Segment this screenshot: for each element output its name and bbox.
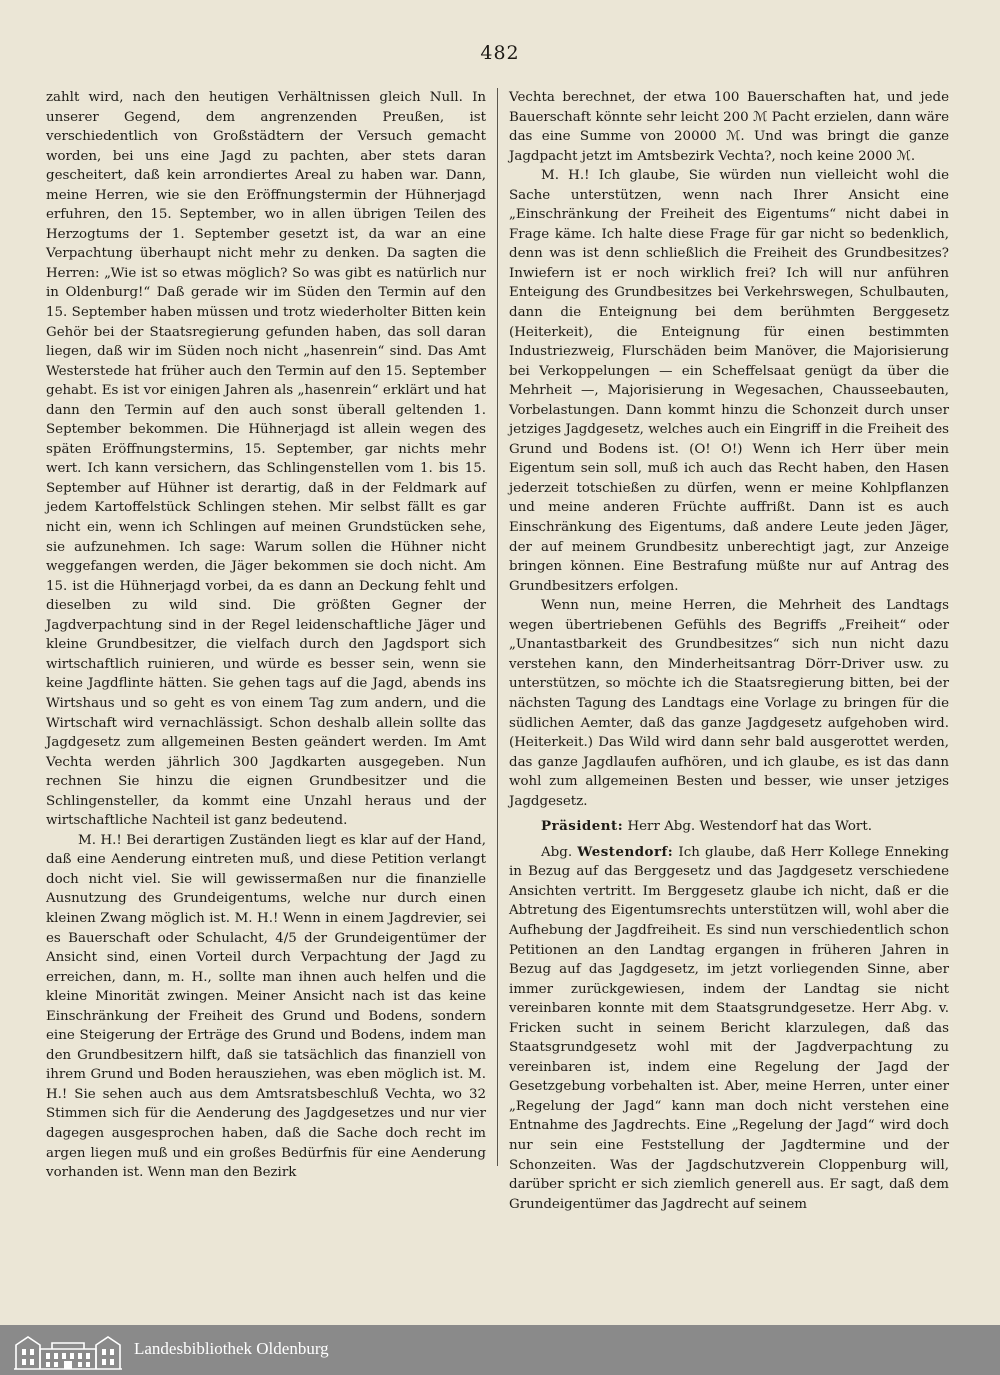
column-divider: [497, 88, 498, 1166]
speaker-name: Westendorf:: [577, 843, 674, 860]
right-column: [509, 88, 949, 1212]
speaker-prefix: Abg.: [541, 844, 573, 860]
speaker-name: Präsident:: [541, 818, 624, 835]
library-building-icon: [12, 1331, 124, 1371]
paragraph: Vechta berechnet, der etwa 100 Bauerschaften hat, und jede Bauerschaft könnte sehr leicht 200 ℳ Pacht erzielen, dann wäre das eine Summe von 20000 ℳ. Und was bringt die ganze Jagdpacht jetzt im Amtsbezirk Vechta?, noch keine 2000 ℳ.: [509, 90, 949, 164]
paragraph: M. H.! Ich glaube, Sie würden nun vielleicht wohl die Sache unterstützen, wenn nach Ihrer Ansicht eine „Einschränkung der Freiheit des Eigentums“ nicht dabei in Frage käme. Ich halte diese Frage für gar nicht so bedenklich, denn was ist denn schließlich die Freiheit des Grundbesitzes? Inwiefern ist er noch wirklich frei? Ich will nur anführen Enteigung des Grundbesitzes bei Verkehrswegen, Schulbauten, dann die Enteignung bei dem berühmten Berggesetz (Heiterkeit), die Enteignung für einen bestimmten Industriezweig, Flurschäden beim Manöver, die Majorisierung bei Verkoppelungen — ein Scheffelsaat genügt da über die Mehrheit —, Majorisierung in Wegesachen, Chausseebauten, Vorbelastungen. Dann kommt hinzu die Schonzeit durch unser jetziges Jagdgesetz, welches auch ein Eingriff in die Freiheit des Grund und Bodens ist. (O! O!) Wenn ich Herr über mein Eigentum sein soll, muß ich auch das Recht haben, den Hasen jederzeit totschießen zu dürfen, wenn er meine Kohlpflanzen und meine anderen Früchte auffrißt. Dann ist es auch Einschränkung des Eigentums, daß andere Leute jeden Jäger, der auf meinem Grundbesitz unberechtigt jagt, zur Anzeige bringen können. Eine Bestrafung müßte nur auf Antrag des Grundbesitzers erfolgen.: [509, 168, 949, 594]
paragraph: Wenn nun, meine Herren, die Mehrheit des Landtags wegen übertriebenen Gefühls des Begriffs „Freiheit“ oder „Unantastbarkeit des Grundbesitzes“ sich nun nicht dazu verstehen kann, den Minderheitsantrag Dörr-Driver usw. zu unterstützen, so möchte ich die Staatsregierung bitten, bei der nächsten Tagung des Landtags eine Vorlage zu bringen für die südlichen Aemter, daß das ganze Jagdgesetz aufgehoben wird. (Heiterkeit.) Das Wild wird dann sehr bald ausgerottet werden, das ganze Jagdlaufen aufhören, und ich glaube, es ist das dann wohl zum allgemeinen Besten und besser, wie unser jetziges Jagdgesetz.: [509, 598, 949, 809]
speaker-text: Herr Abg. Westendorf hat das Wort.: [627, 819, 872, 835]
paragraph: M. H.! Bei derartigen Zuständen liegt es klar auf der Hand, daß eine Aenderung eintreten muß, und diese Petition verlangt doch nicht viel. Sie will gewissermaßen nur die finanzielle Ausnutzung des Grundeigentums, welche nur durch einen kleinen Zwang möglich ist. M. H.! Wenn in einem Jagdrevier, sei es Bauerschaft oder Schulacht, 4/5 der Grundeigentümer der Ansicht sind, einen Vorteil durch Verpachtung der Jagd zu erreichen, dann, m. H., sollte man ihnen auch helfen und die kleine Minorität zwingen. Meiner Ansicht nach ist das keine Einschränkung der Freiheit des Grund und Bodens, sondern eine Steigerung der Erträge des Grund und Bodens, indem man den Grundbesitzern hilft, daß sie tatsächlich das finanziell von ihrem Grund und Boden herausziehen, was eben möglich ist. M. H.! Sie sehen auch aus dem Amtsratsbeschluß Vechta, wo 32 Stimmen sich für die Aenderung des Jagdgesetzes und nur vier dagegen ausgesprochen haben, daß die Sache doch recht im argen liegen muß und ein großes Bedürfnis für eine Aenderung vorhanden ist. Wenn man den Bezirk: [46, 832, 486, 1181]
speaker-text: Ich glaube, daß Herr Kollege Enneking in Bezug auf das Berggesetz und das Jagdgesetz verschiedene Ansichten vertritt. Im Berggesetz glaube ich nicht, daß er die Abtretung des Eigentumsrechts unterstützen will, wohl aber die Aufhebung der Jagdfreiheit. Es sind nun verschiedentlich schon Petitionen an den Landtag ergangen in früheren Jahren in Bezug auf das Jagdgesetz, im jetzt vorliegenden Sinne, aber immer zurückgewiesen, indem der Landtag sie nicht vereinbaren konnte mit dem Staatsgrundgesetze. Herr Abg. v. Fricken sucht in seinem Bericht klarzulegen, daß das Staatsgrundgesetz wohl mit der Jagdverpachtung zu vereinbaren ist, indem eine Regelung der Jagd der Gesetzgebung vorbehalten ist. Aber, meine Herren, unter einer „Regelung der Jagd“ kann man doch nicht verstehen eine Entnahme des Jagdrechts. Eine „Regelung der Jagd“ wird doch nur sein eine Feststellung der Jagdtermine und der Schonzeiten. Was der Jagdschutzverein Cloppenburg will, darüber spricht er sich ziemlich generell aus. Er sagt, daß dem Grundeigentümer das Jagdrecht auf seinem: [509, 844, 949, 1212]
paragraph: zahlt wird, nach den heutigen Verhältnissen gleich Null. In unserer Gegend, dem angrenzenden Preußen, ist verschiedentlich von Großstädtern der Versuch gemacht worden, bei uns eine Jagd zu pachten, aber stets daran gescheitert, daß kein arrondiertes Areal zu haben war. Dann, meine Herren, wie sie den Eröffnungstermin der Hühnerjagd erfuhren, den 15. September, wo in allen übrigen Teilen des Herzogtums der 1. September gesetzt ist, da war an eine Verpachtung überhaupt nicht mehr zu denken. Da sagten die Herren: „Wie ist so etwas möglich? So was gibt es natürlich nur in Oldenburg!“ Daß gerade wir im Süden den Termin auf den 15. September haben müssen und trotz wiederholter Bitten kein Gehör bei der Staatsregierung gefunden haben, das soll daran liegen, daß wir im Süden noch nicht „hasenrein“ sind. Das Amt Westerstede hat früher auch den Termin auf den 15. September gehabt. Es ist vor einigen Jahren als „hasenrein“ erklärt und hat dann den Termin auf den auch sonst überall geltenden 1. September bekommen. Die Hühnerjagd ist allein wegen des späten Eröffnungstermins, 15. September, gar nichts mehr wert. Ich kann versichern, das Schlingenstellen vom 1. bis 15. September auf Hühner ist derartig, daß in der Feldmark auf jedem Kartoffelstück Schlingen stehen. Mir selbst fällt es gar nicht ein, wenn ich Schlingen auf meinen Grundstücken sehe, sie aufzunehmen. Ich sage: Warum sollen die Hühner nicht weggefangen werden, die Jäger bekommen sie doch nicht. Am 15. ist die Hühnerjagd vorbei, da es dann an Deckung fehlt und dieselben zu wild sind. Die größten Gegner der Jagdverpachtung sind in der Regel leidenschaftliche Jäger und kleine Grundbesitzer, die vielfach durch den Jagdsport sich wirtschaftlich ruinieren, und würde es besser sein, wenn sie keine Jagdflinte hätten. Sie gehen tags auf die Jagd, abends ins Wirtshaus und so geht es von einem Tag zum andern, und die Wirtschaft wird vernachlässigt. Schon deshalb allein sollte das Jagdgesetz zum allgemeinen Besten geändert werden. Im Amt Vechta werden jährlich 300 Jagdkarten ausgegeben. Nun rechnen Sie hinzu die eignen Grundbesitzer und die Schlingensteller, da kommt eine Unzahl heraus und der wirtschaftliche Nachteil ist ganz bedeutend.: [46, 90, 486, 829]
speaker-paragraph: [509, 817, 949, 837]
left-column: [46, 88, 486, 1181]
library-name: Landesbibliothek Oldenburg: [134, 1339, 329, 1358]
speaker-paragraph: [509, 843, 949, 1214]
library-footer: [0, 1325, 1000, 1375]
page-number: 482: [480, 42, 520, 64]
